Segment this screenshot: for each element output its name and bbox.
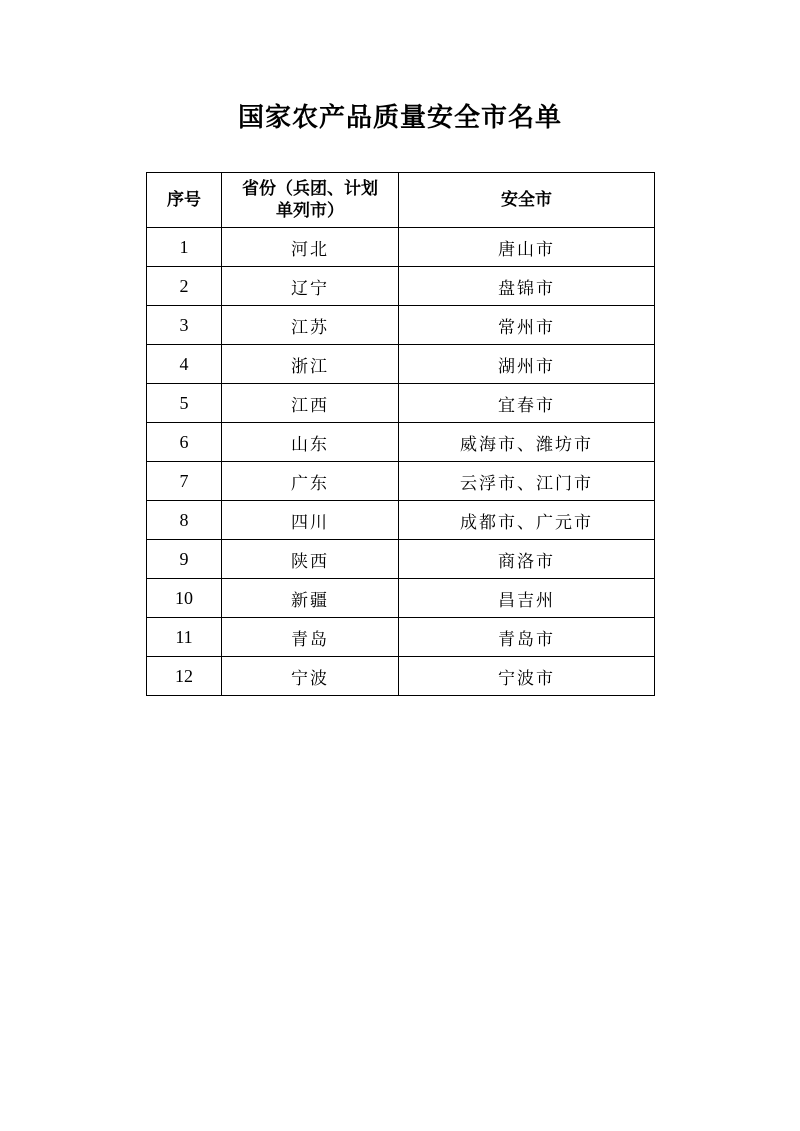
- row-city: 青岛市: [399, 618, 655, 657]
- row-seq: 8: [147, 501, 222, 540]
- table-row: [147, 345, 655, 384]
- table-row: [147, 579, 655, 618]
- row-seq: 5: [147, 384, 222, 423]
- row-province: 青岛: [222, 618, 399, 657]
- table-row: [147, 423, 655, 462]
- header-province-line2: 单列市）: [276, 201, 344, 221]
- row-province: 广东: [222, 462, 399, 501]
- row-province: 河北: [222, 228, 399, 267]
- page-title: 国家农产品质量安全市名单: [237, 103, 562, 133]
- table-row: [147, 462, 655, 501]
- row-city: 常州市: [399, 306, 655, 345]
- header-city: 安全市: [399, 173, 655, 228]
- row-seq: 7: [147, 462, 222, 501]
- row-province: 辽宁: [222, 267, 399, 306]
- row-seq: 3: [147, 306, 222, 345]
- table-row: [147, 228, 655, 267]
- row-city: 唐山市: [399, 228, 655, 267]
- row-province: 陕西: [222, 540, 399, 579]
- row-city: 宜春市: [399, 384, 655, 423]
- row-province: 宁波: [222, 657, 399, 696]
- row-city: 盘锦市: [399, 267, 655, 306]
- table-row: [147, 384, 655, 423]
- row-city: 宁波市: [399, 657, 655, 696]
- header-seq: 序号: [147, 173, 222, 228]
- row-city: 云浮市、江门市: [399, 462, 655, 501]
- row-city: 威海市、潍坊市: [399, 423, 655, 462]
- row-seq: 12: [147, 657, 222, 696]
- header-province: [222, 173, 399, 228]
- table-header-row: [147, 173, 655, 228]
- table-row: [147, 657, 655, 696]
- table-row: [147, 540, 655, 579]
- table-row: [147, 306, 655, 345]
- row-city: 商洛市: [399, 540, 655, 579]
- row-seq: 1: [147, 228, 222, 267]
- row-province: 江苏: [222, 306, 399, 345]
- row-seq: 9: [147, 540, 222, 579]
- header-province-line1: 省份（兵团、计划: [242, 179, 378, 199]
- row-province: 新疆: [222, 579, 399, 618]
- table-row: [147, 267, 655, 306]
- row-seq: 2: [147, 267, 222, 306]
- row-seq: 11: [147, 618, 222, 657]
- row-seq: 4: [147, 345, 222, 384]
- row-province: 四川: [222, 501, 399, 540]
- row-seq: 6: [147, 423, 222, 462]
- row-city: 昌吉州: [399, 579, 655, 618]
- row-city: 湖州市: [399, 345, 655, 384]
- row-province: 浙江: [222, 345, 399, 384]
- safety-city-table: [146, 172, 655, 696]
- row-province: 山东: [222, 423, 399, 462]
- table-row: [147, 501, 655, 540]
- row-city: 成都市、广元市: [399, 501, 655, 540]
- row-province: 江西: [222, 384, 399, 423]
- table-row: [147, 618, 655, 657]
- row-seq: 10: [147, 579, 222, 618]
